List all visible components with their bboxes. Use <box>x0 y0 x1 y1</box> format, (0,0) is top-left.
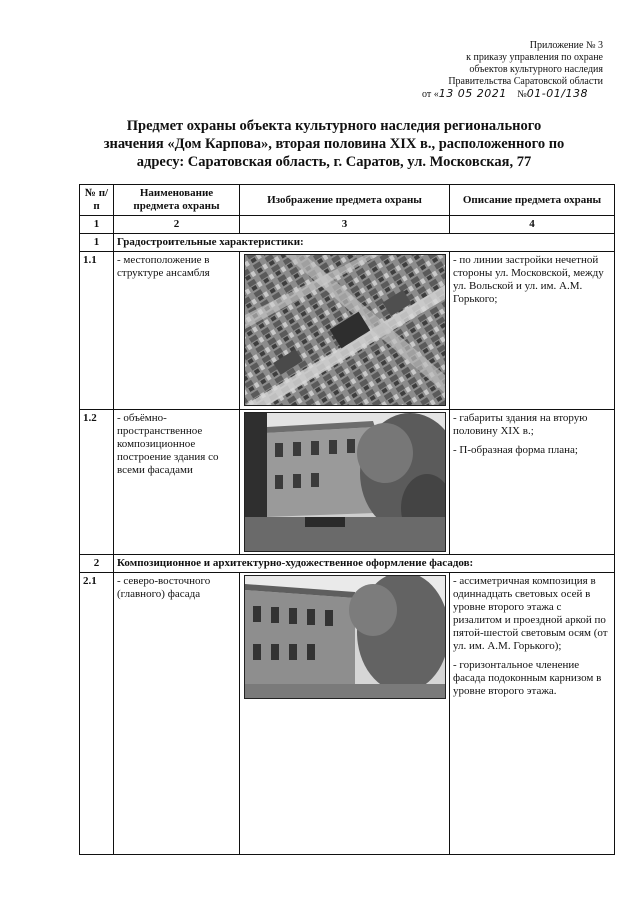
image-cell <box>240 252 450 410</box>
col-number-1: 1 <box>80 216 114 234</box>
row-desc <box>450 410 615 555</box>
approval-line-1: Приложение № 3 <box>529 40 603 51</box>
row-desc <box>450 573 615 855</box>
header-image: Изображение предмета охраны <box>240 185 450 216</box>
row-num: 2.1 <box>80 573 114 855</box>
row-name: - северо-восточного (главного) фасада <box>114 573 240 855</box>
header-num: № п/п <box>80 185 114 216</box>
section-title: Композиционное и архитектурно-художественное оформление фасадов: <box>114 555 615 573</box>
col-number-3: 3 <box>240 216 450 234</box>
approval-block <box>400 40 603 101</box>
col-number-4: 4 <box>450 216 615 234</box>
facade-photo-image <box>244 575 446 699</box>
title-line-2: значения «Дом Карпова», вторая половина XIX в., расположенного по <box>103 136 565 152</box>
section-num: 1 <box>80 234 114 252</box>
aerial-photo-image <box>244 254 446 406</box>
row-num: 1.2 <box>80 410 114 555</box>
image-cell <box>240 573 450 855</box>
section-title: Градостроительные характеристики: <box>114 234 615 252</box>
date-prefix: от « <box>422 89 439 100</box>
table-row <box>80 573 615 855</box>
approval-line-4: Правительства Саратовской области <box>448 76 603 87</box>
column-number-row <box>80 216 615 234</box>
document-title <box>70 117 598 171</box>
table-row <box>80 252 615 410</box>
section-row-1 <box>80 234 615 252</box>
row-name: - местоположение в структуре ансамбля <box>114 252 240 410</box>
section-row-2 <box>80 555 615 573</box>
table-row <box>80 410 615 555</box>
row-num: 1.1 <box>80 252 114 410</box>
number-prefix: № <box>517 89 527 100</box>
section-num: 2 <box>80 555 114 573</box>
number-handwritten: 01-01/138 <box>526 87 588 100</box>
desc-item: - горизонтальное членение фасада подоконным карнизом в уровне второго этажа. <box>453 659 602 697</box>
building-photo-image <box>244 412 446 552</box>
header-name: Наименование предмета охраны <box>114 185 240 216</box>
approval-line-3: объектов культурного наследия <box>469 64 603 75</box>
desc-item: - ассиметричная композиция в одиннадцать световых осей в уровне второго этажа с ризалитом и проездной аркой по пятой-шестой световым осям (от ул. им. А.М. Горького); <box>453 575 608 652</box>
approval-line-2: к приказу управления по охране <box>466 52 603 63</box>
protection-table <box>79 184 615 855</box>
date-handwritten: 13 05 2021 <box>438 87 507 100</box>
row-desc <box>450 252 615 410</box>
col-number-2: 2 <box>114 216 240 234</box>
title-line-1: Предмет охраны объекта культурного наследия регионального <box>126 118 542 134</box>
header-row <box>80 185 615 216</box>
header-desc: Описание предмета охраны <box>450 185 615 216</box>
desc-item: - по линии застройки нечетной стороны ул. Московской, между ул. Вольской и ул. им. А.М. Горького; <box>453 254 604 305</box>
desc-item: - П-образная форма плана; <box>453 444 578 456</box>
title-line-3: адресу: Саратовская область, г. Саратов, ул. Московская, 77 <box>136 154 532 170</box>
approval-date-line <box>400 88 603 101</box>
desc-item: - габариты здания на вторую половину XIX в.; <box>453 412 588 437</box>
row-name: - объёмно-пространственное композиционное построение здания со всеми фасадами <box>114 410 240 555</box>
image-cell <box>240 410 450 555</box>
